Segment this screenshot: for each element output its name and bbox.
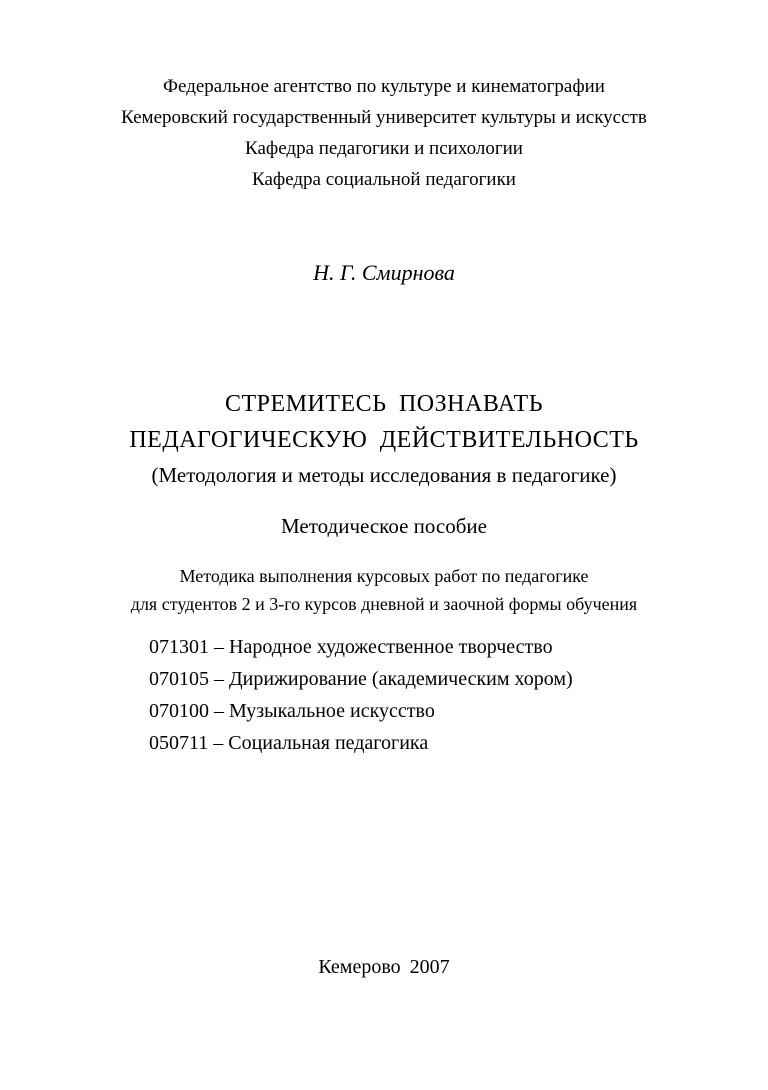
specialty-list xyxy=(149,631,573,759)
document-type: Методическое пособие xyxy=(281,514,487,538)
city-year: Кемерово 2007 xyxy=(318,956,450,978)
subtitle: (Методология и методы исследования в педагогике) xyxy=(151,463,617,487)
specialty-item: 071301 – Народное художественное творчество xyxy=(149,636,553,658)
specialty-item: 070100 – Музыкальное искусство xyxy=(149,700,435,722)
author-name: Н. Г. Смирнова xyxy=(313,260,455,285)
institution-university: Кемеровский государственный университет культуры и искусств xyxy=(121,107,647,128)
specialty-item: 070105 – Дирижирование (академическим хором) xyxy=(149,668,573,690)
title-line-2: ПЕДАГОГИЧЕСКУЮ ДЕЙСТВИТЕЛЬНОСТЬ xyxy=(129,427,639,453)
institution-agency: Федеральное агентство по культуре и кинематографии xyxy=(163,76,605,97)
methodology-line-2: для студентов 2 и 3-го курсов дневной и заочной формы обучения xyxy=(130,594,638,614)
specialty-item: 050711 – Социальная педагогика xyxy=(149,732,429,754)
methodology-line-1: Методика выполнения курсовых работ по педагогике xyxy=(179,566,589,586)
title-line-1: СТРЕМИТЕСЬ ПОЗНАВАТЬ xyxy=(225,391,543,417)
institution-department-pedagogy: Кафедра педагогики и психологии xyxy=(245,138,523,159)
institution-department-social: Кафедра социальной педагогики xyxy=(252,169,516,190)
